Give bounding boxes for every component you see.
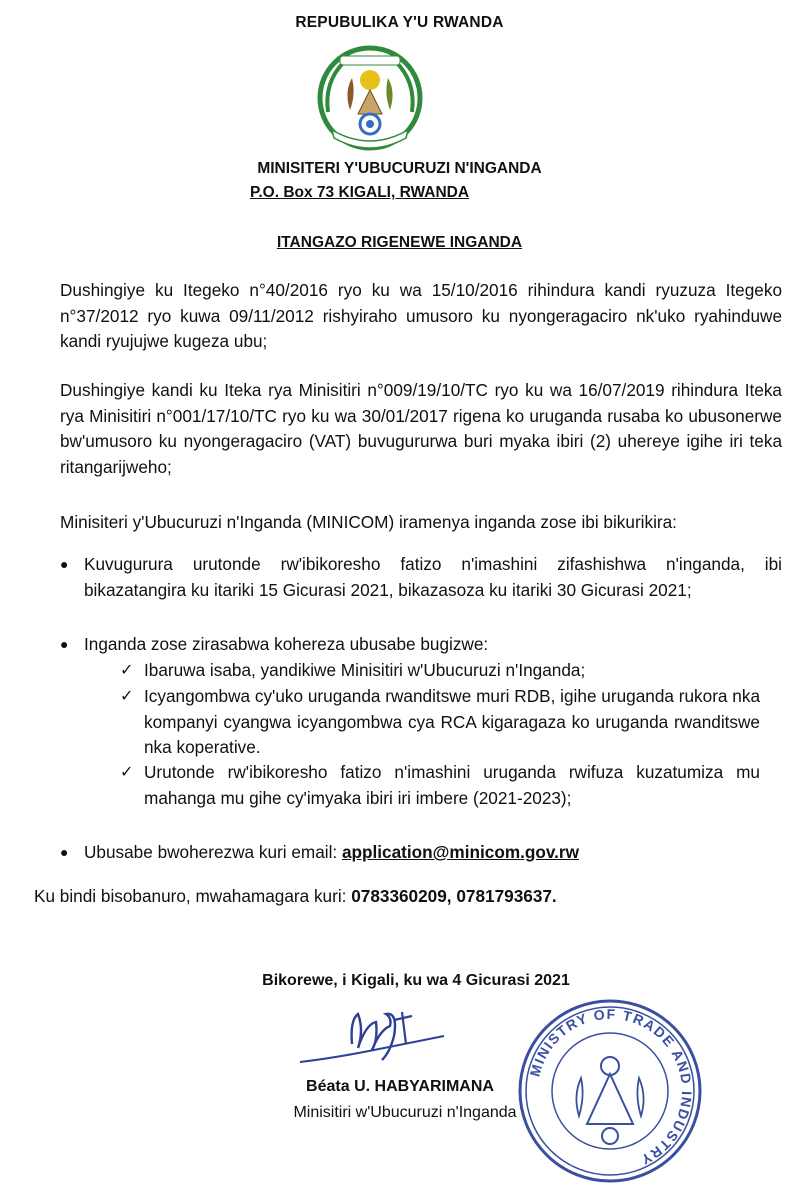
date-place-line: Bikorewe, i Kigali, ku wa 4 Gicurasi 2021 <box>262 972 570 989</box>
contact-line <box>34 886 774 907</box>
bullet-text: Kuvugurura urutonde rw'ibikoresho fatizo n'imashini zifashishwa n'inganda, ibi bikazatangira ku itariki 15 Gicurasi 2021, bikazasoza ku itariki 30 Gicurasi 2021; <box>84 554 782 600</box>
bullet-text <box>84 840 782 866</box>
postal-address: P.O. Box 73 KIGALI, RWANDA <box>250 184 470 201</box>
check-text: Icyangombwa cy'uko uruganda rwanditswe muri RDB, igihe uruganda rukora nka kompanyi cyangwa icyangombwa cya RCA kigaragaza ko uruganda rwanditswe nka koperative. <box>144 686 760 757</box>
contact-phones: 0783360209, 0781793637. <box>351 886 557 906</box>
bullet-icon: ● <box>60 844 69 860</box>
ministry-stamp-icon <box>515 996 705 1186</box>
rwanda-emblem-icon <box>314 42 426 154</box>
email-link[interactable]: application@minicom.gov.rw <box>341 842 579 862</box>
bullet-icon: ● <box>60 636 69 652</box>
check-text: Urutonde rw'ibikoresho fatizo n'imashini uruganda rwifuza kuzatumiza mu mahanga mu gihe cy'imyaka ibiri iri imbere (2021-2023); <box>144 762 760 808</box>
bullet-text: Inganda zose zirasabwa kohereza ubusabe bugizwe: <box>84 634 489 654</box>
paragraph-announcement: Minisiteri y'Ubucuruzi n'Inganda (MINICOM) iramenya inganda zose ibi bikurikira: <box>60 512 677 532</box>
checkmark-icon: ✓ <box>120 688 134 705</box>
checkmark-icon: ✓ <box>120 662 134 679</box>
ministry-heading: MINISITERI Y'UBUCURUZI N'INGANDA <box>257 160 542 177</box>
republic-heading: REPUBULIKA Y'U RWANDA <box>295 14 504 31</box>
email-label: Ubusabe bwoherezwa kuri email: <box>84 842 342 862</box>
bullet-icon: ● <box>60 556 69 572</box>
paragraph-law-reference: Dushingiye ku Itegeko n°40/2016 ryo ku wa 15/10/2016 rihindura kandi ryuzuza Itegeko n°37/2012 ryo kuwa 09/11/2012 rishyiraho umusoro ku nyongeragaciro nk'uko ryahinduwe kandi ryujujwe kugeza ubu; <box>60 280 782 351</box>
paragraph-order-reference: Dushingiye kandi ku Iteka rya Minisitiri n°009/19/10/TC ryo ku wa 16/07/2019 rihindura Iteka rya Minisitiri n°001/17/10/TC ryo ku wa 30/01/2017 rigena ko uruganda rusaba ko ubusonerwe bw'umusoro ku nyongeragaciro (VAT) buvugururwa buri myaka ibiri (2) uhereye igihe iri teka ritangarijweho; <box>60 380 782 477</box>
stamp-ring-text: MINISTRY OF TRADE AND INDUSTRY <box>526 1005 696 1169</box>
signature-icon <box>294 1000 454 1076</box>
notice-title: ITANGAZO RIGENEWE INGANDA <box>276 234 523 251</box>
list-item <box>60 632 782 660</box>
signer-name: Béata U. HABYARIMANA <box>306 1078 494 1095</box>
list-item <box>60 552 782 632</box>
list-item <box>60 840 782 868</box>
contact-label: Ku bindi bisobanuro, mwahamagara kuri: <box>34 886 352 906</box>
check-text: Ibaruwa isaba, yandikiwe Minisitiri w'Ubucuruzi n'Inganda; <box>144 660 586 680</box>
checkmark-icon: ✓ <box>120 764 134 781</box>
signer-title: Minisitiri w'Ubucuruzi n'Inganda <box>293 1104 517 1121</box>
